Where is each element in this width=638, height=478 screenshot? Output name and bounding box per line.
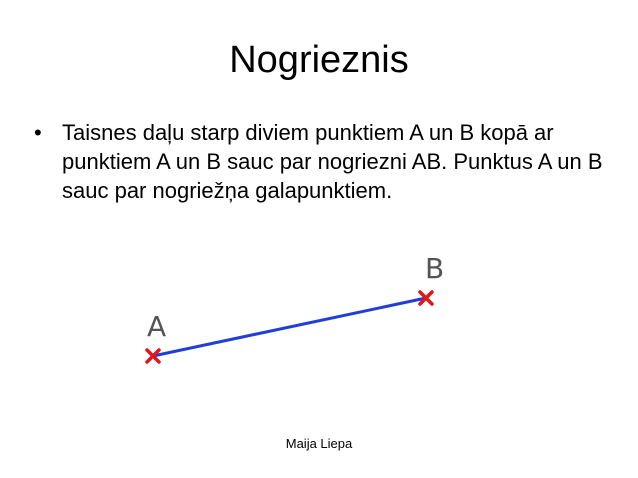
bullet-text: Taisnes daļu starp diviem punktiem A un B kopā ar punktiem A un B sauc par nogriezni AB. Punktus A un B sauc par nogriežņa galapunktiem.: [62, 120, 603, 203]
point-b-label: B: [425, 252, 445, 285]
point-a-label: A: [147, 310, 167, 343]
bullet-dot-icon: •: [34, 120, 42, 145]
segment-ab: [153, 298, 426, 356]
slide-title: Nogrieznis: [229, 39, 409, 81]
footer-author: Maija Liepa: [285, 436, 353, 451]
